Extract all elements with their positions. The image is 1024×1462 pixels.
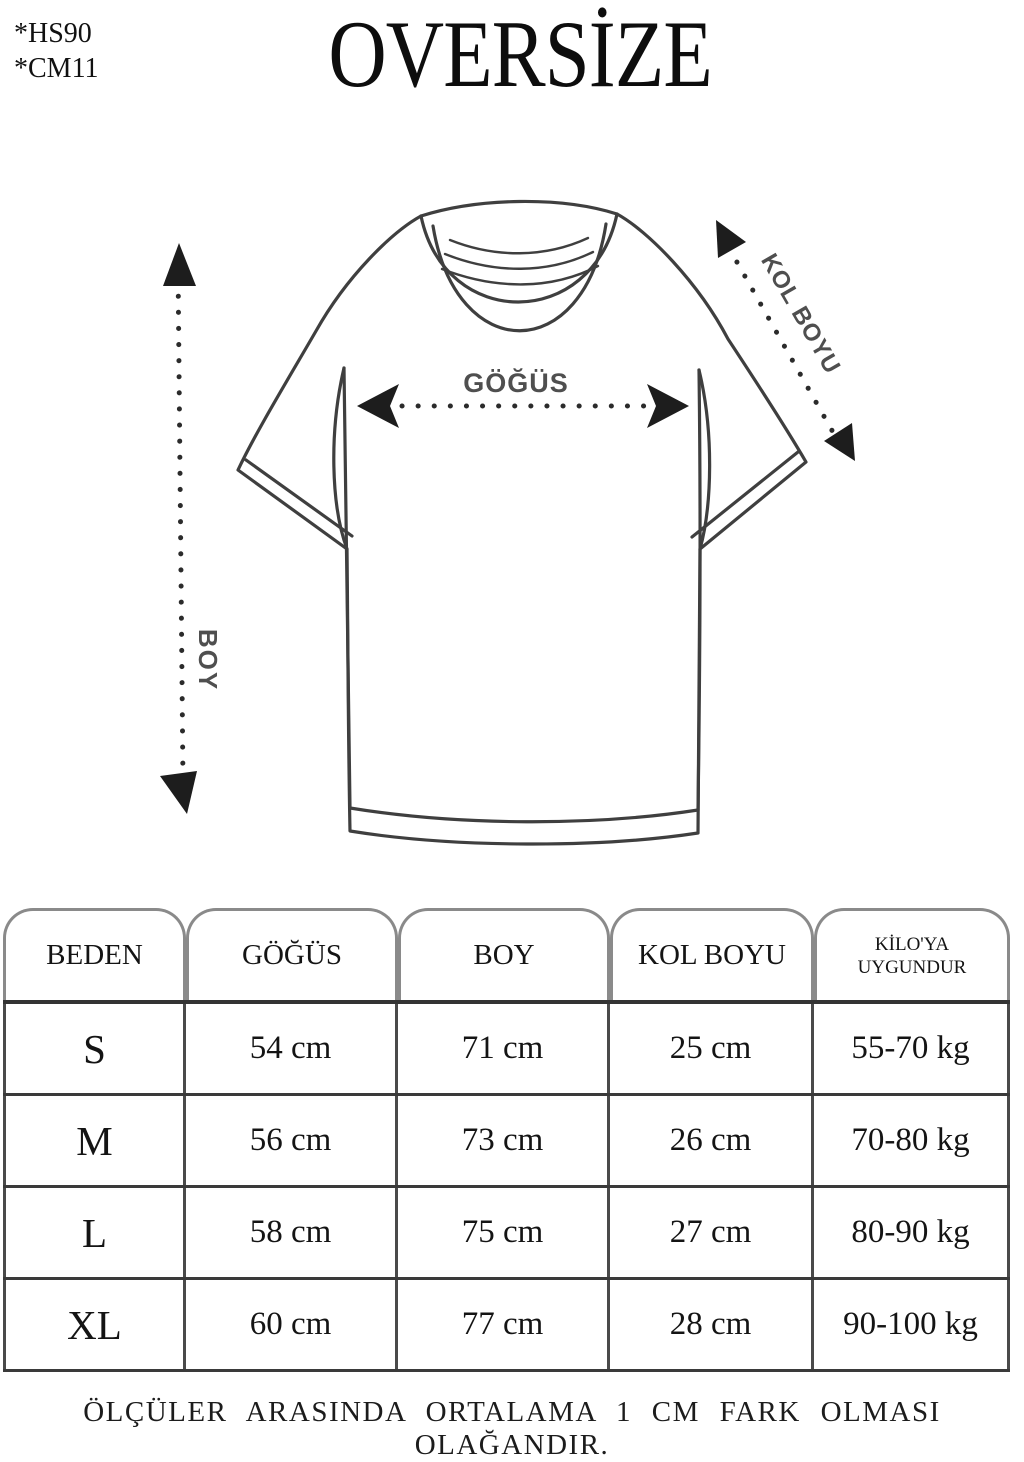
cell-size: M: [3, 1096, 186, 1185]
product-code-1: *HS90: [14, 18, 92, 49]
table-row-s: [3, 1004, 1010, 1096]
cell-weight: 90-100 kg: [814, 1280, 1010, 1369]
chest-arrow-label: GÖĞÜS: [463, 368, 569, 398]
header-cell-kol-boyu: KOL BOYU: [610, 908, 814, 1000]
cell-sleeve: 27 cm: [610, 1188, 814, 1277]
header-cell-gogus: GÖĞÜS: [186, 908, 398, 1000]
cell-chest: 56 cm: [186, 1096, 398, 1185]
page-title-text: OVERSİZE: [328, 1, 713, 107]
arrow-up-icon: [163, 243, 196, 286]
cell-sleeve: 26 cm: [610, 1096, 814, 1185]
cell-length: 73 cm: [398, 1096, 610, 1185]
header-cell-beden: BEDEN: [3, 908, 186, 1000]
cell-weight: 70-80 kg: [814, 1096, 1010, 1185]
cell-size: XL: [3, 1280, 186, 1369]
arrow-down-icon: [160, 771, 197, 814]
sleeve-arrow-label: KOL BOYU: [755, 249, 846, 379]
cell-length: 71 cm: [398, 1004, 610, 1093]
cell-weight: 55-70 kg: [814, 1004, 1010, 1093]
size-table: [3, 908, 1010, 1372]
header-cell-boy: BOY: [398, 908, 610, 1000]
length-arrow-label: BOY: [193, 628, 223, 692]
cell-length: 75 cm: [398, 1188, 610, 1277]
cell-size: L: [3, 1188, 186, 1277]
cell-sleeve: 28 cm: [610, 1280, 814, 1369]
cell-size: S: [3, 1004, 186, 1093]
cell-length: 77 cm: [398, 1280, 610, 1369]
cell-weight: 80-90 kg: [814, 1188, 1010, 1277]
size-table-header: [3, 908, 1010, 1004]
cell-chest: 60 cm: [186, 1280, 398, 1369]
cell-sleeve: 25 cm: [610, 1004, 814, 1093]
tshirt-drawing: [238, 201, 806, 844]
table-row-xl: [3, 1280, 1010, 1372]
cell-chest: 54 cm: [186, 1004, 398, 1093]
header-cell-kilo: KİLO'YA UYGUNDUR: [814, 908, 1010, 1000]
cell-chest: 58 cm: [186, 1188, 398, 1277]
length-arrow: [160, 243, 197, 814]
product-code-2: *CM11: [14, 53, 99, 84]
table-row-l: [3, 1188, 1010, 1280]
arrow-down-right-icon: [824, 423, 855, 461]
footer-note: ÖLÇÜLER ARASINDA ORTALAMA 1 CM FARK OLMASI OLAĞANDIR.: [83, 1396, 941, 1461]
arrow-up-left-icon: [716, 220, 746, 258]
table-row-m: [3, 1096, 1010, 1188]
